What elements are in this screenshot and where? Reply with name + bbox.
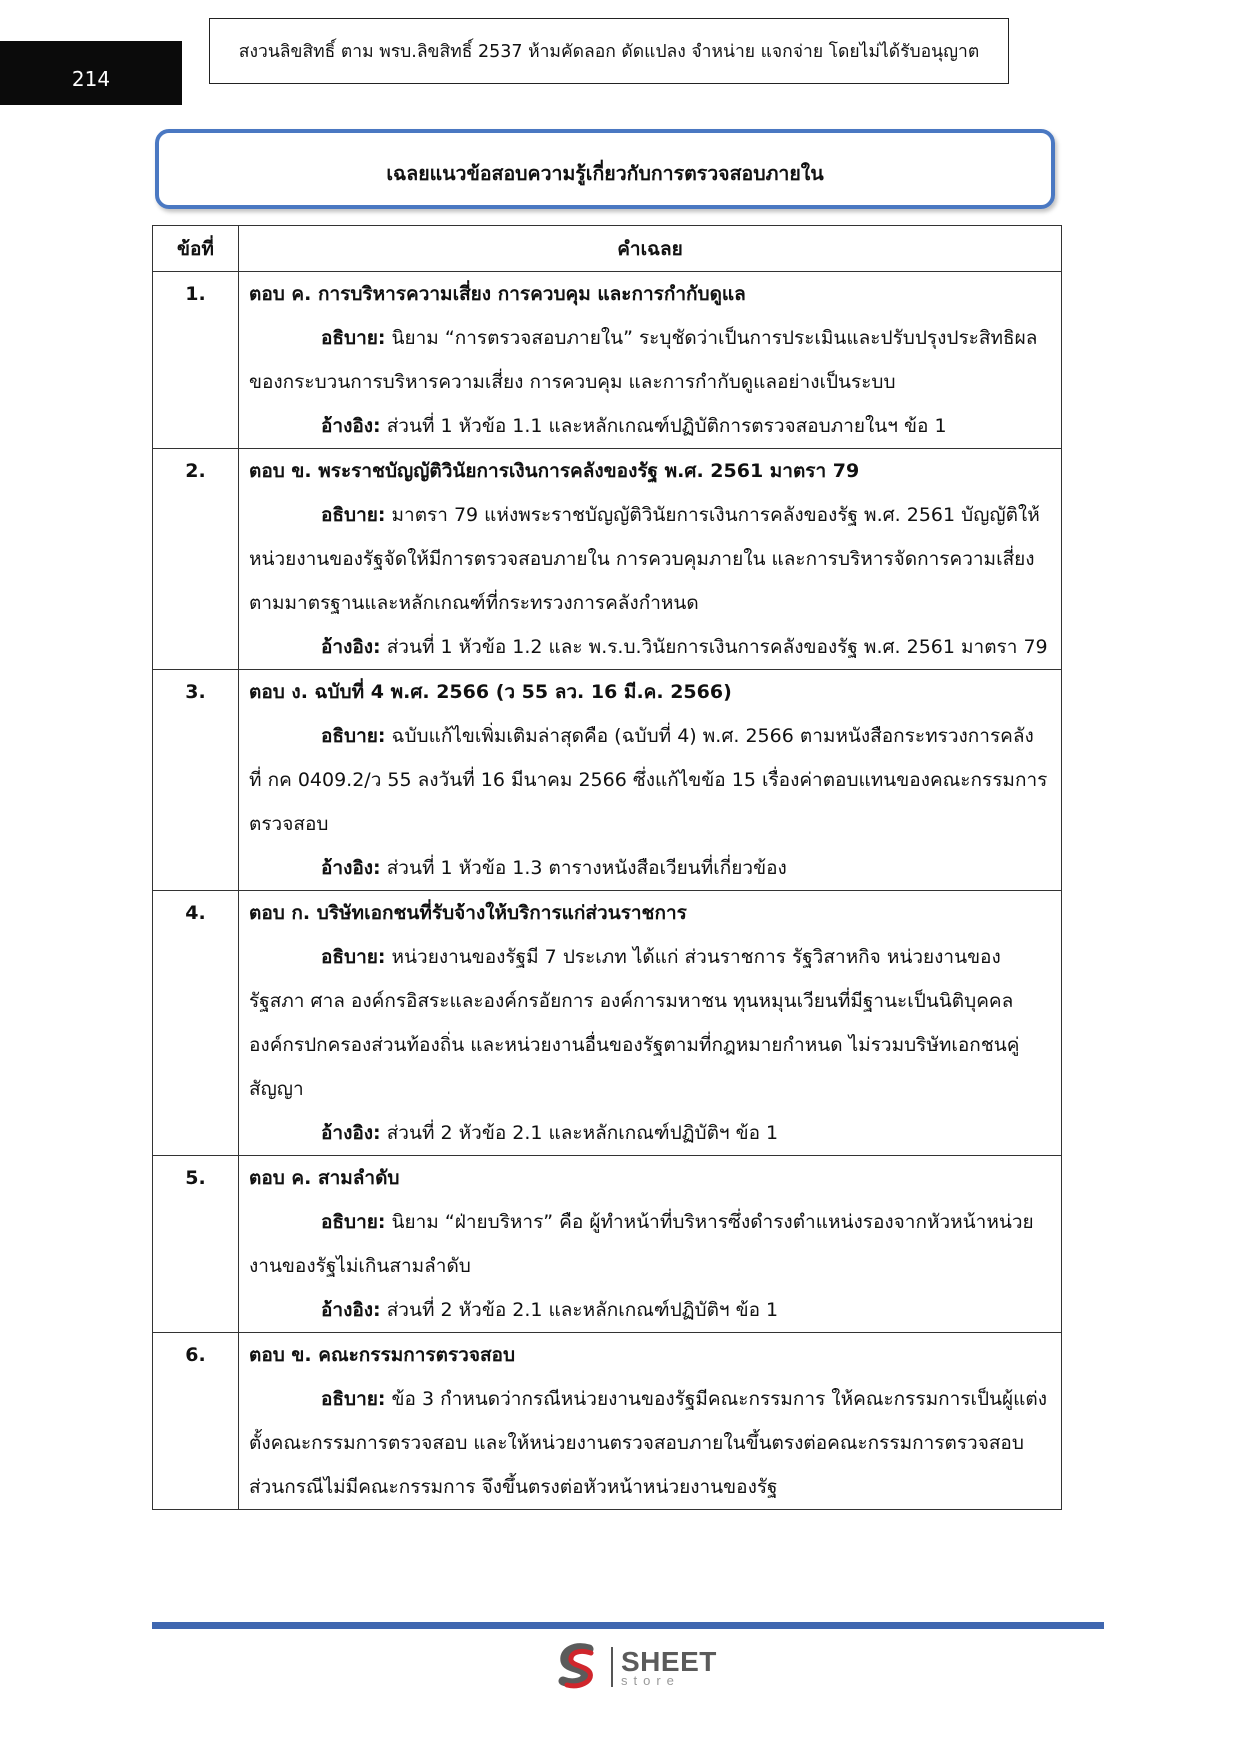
explanation — [249, 935, 1051, 1111]
explanation-text: นิยาม “การตรวจสอบภายใน” ระบุชัดว่าเป็นการประเมินและปรับปรุงประสิทธิผลของกระบวนการบริหารความเสี่ยง การควบคุม และการกำกับดูแลอย่างเป็นระบบ — [249, 327, 1038, 393]
reference — [249, 625, 1051, 669]
table-row — [153, 1333, 1062, 1510]
explanation-text: ข้อ 3 กำหนดว่ากรณีหน่วยงานของรัฐมีคณะกรรมการ ให้คณะกรรมการเป็นผู้แต่งตั้งคณะกรรมการตรวจสอบ และให้หน่วยงานตรวจสอบภายในขึ้นตรงต่อคณะกรรมการตรวจสอบ ส่วนกรณีไม่มีคณะกรรมการ จึงขึ้นตรงต่อหัวหน้าหน่วยงานของรัฐ — [249, 1388, 1048, 1498]
table-row — [153, 272, 1062, 449]
question-number: 5. — [153, 1156, 239, 1333]
explanation-text: หน่วยงานของรัฐมี 7 ประเภท ได้แก่ ส่วนราชการ รัฐวิสาหกิจ หน่วยงานของรัฐสภา ศาล องค์กรอิสระและองค์กรอัยการ องค์การมหาชน ทุนหมุนเวียนที่มีฐานะเป็นนิติบุคคล องค์กรปกครองส่วนท้องถิ่น และหน่วยงานอื่นของรัฐตามที่กฎหมายกำหนด ไม่รวมบริษัทเอกชนคู่สัญญา — [249, 946, 1020, 1100]
reference — [249, 1111, 1051, 1155]
explanation — [249, 1377, 1051, 1509]
answer-cell — [239, 449, 1062, 670]
table-header-row — [153, 226, 1062, 272]
explanation — [249, 493, 1051, 625]
table-row — [153, 891, 1062, 1156]
question-number: 1. — [153, 272, 239, 449]
explanation-label: อธิบาย: — [321, 327, 386, 349]
logo-wordmark: SHEET — [621, 1645, 717, 1677]
question-number: 6. — [153, 1333, 239, 1510]
column-header-number: ข้อที่ — [153, 226, 239, 272]
correct-answer: ตอบ ข. พระราชบัญญัติวินัยการเงินการคลังของรัฐ พ.ศ. 2561 มาตรา 79 — [249, 460, 860, 482]
reference-text: ส่วนที่ 1 หัวข้อ 1.3 ตารางหนังสือเวียนที่เกี่ยวข้อง — [380, 857, 787, 879]
correct-answer: ตอบ ง. ฉบับที่ 4 พ.ศ. 2566 (ว 55 ลว. 16 มี.ค. 2566) — [249, 681, 732, 703]
table-row — [153, 449, 1062, 670]
answer-cell — [239, 1333, 1062, 1510]
reference — [249, 404, 1051, 448]
brand-logo — [553, 1641, 717, 1693]
answer-cell — [239, 670, 1062, 891]
table-row — [153, 1156, 1062, 1333]
correct-answer: ตอบ ค. การบริหารความเสี่ยง การควบคุม และการกำกับดูแล — [249, 283, 746, 305]
page-title: เฉลยแนวข้อสอบความรู้เกี่ยวกับการตรวจสอบภายใน — [155, 129, 1055, 209]
explanation-label: อธิบาย: — [321, 504, 386, 526]
answer-table — [152, 225, 1062, 1510]
explanation-text: ฉบับแก้ไขเพิ่มเติมล่าสุดคือ (ฉบับที่ 4) พ.ศ. 2566 ตามหนังสือกระทรวงการคลัง ที่ กค 0409.2/ว 55 ลงวันที่ 16 มีนาคม 2566 ซึ่งแก้ไขข้อ 15 เรื่องค่าตอบแทนของคณะกรรมการตรวจสอบ — [249, 725, 1048, 835]
footer-rule — [152, 1622, 1104, 1629]
table-row — [153, 670, 1062, 891]
explanation — [249, 1200, 1051, 1288]
reference-label: อ้างอิง: — [321, 415, 381, 437]
sheet-store-logo-icon — [553, 1641, 605, 1693]
explanation-text: นิยาม “ฝ่ายบริหาร” คือ ผู้ทำหน้าที่บริหารซึ่งดำรงตำแหน่งรองจากหัวหน้าหน่วยงานของรัฐไม่เกินสามลำดับ — [249, 1211, 1034, 1277]
page-number: 214 — [0, 41, 182, 105]
reference-label: อ้างอิง: — [321, 1299, 381, 1321]
reference-text: ส่วนที่ 1 หัวข้อ 1.2 และ พ.ร.บ.วินัยการเงินการคลังของรัฐ พ.ศ. 2561 มาตรา 79 — [380, 636, 1048, 658]
reference-label: อ้างอิง: — [321, 636, 381, 658]
copyright-notice: สงวนลิขสิทธิ์ ตาม พรบ.ลิขสิทธิ์ 2537 ห้ามคัดลอก ดัดแปลง จำหน่าย แจกจ่าย โดยไม่ได้รับอนุญาต — [209, 18, 1009, 84]
reference-text: ส่วนที่ 1 หัวข้อ 1.1 และหลักเกณฑ์ปฏิบัติการตรวจสอบภายในฯ ข้อ 1 — [380, 415, 947, 437]
explanation — [249, 316, 1051, 404]
reference-text: ส่วนที่ 2 หัวข้อ 2.1 และหลักเกณฑ์ปฏิบัติฯ ข้อ 1 — [380, 1122, 779, 1144]
reference — [249, 846, 1051, 890]
reference-text: ส่วนที่ 2 หัวข้อ 2.1 และหลักเกณฑ์ปฏิบัติฯ ข้อ 1 — [380, 1299, 779, 1321]
reference-label: อ้างอิง: — [321, 857, 381, 879]
logo-subtext: store — [621, 1672, 680, 1688]
explanation-label: อธิบาย: — [321, 1388, 386, 1410]
answer-cell — [239, 1156, 1062, 1333]
question-number: 3. — [153, 670, 239, 891]
explanation — [249, 714, 1051, 846]
column-header-answer: คำเฉลย — [239, 226, 1062, 272]
answer-cell — [239, 272, 1062, 449]
reference — [249, 1288, 1051, 1332]
explanation-label: อธิบาย: — [321, 1211, 386, 1233]
question-number: 2. — [153, 449, 239, 670]
correct-answer: ตอบ ค. สามลำดับ — [249, 1167, 400, 1189]
explanation-label: อธิบาย: — [321, 946, 386, 968]
logo-separator — [611, 1647, 613, 1687]
explanation-text: มาตรา 79 แห่งพระราชบัญญัติวินัยการเงินการคลังของรัฐ พ.ศ. 2561 บัญญัติให้หน่วยงานของรัฐจัดให้มีการตรวจสอบภายใน การควบคุมภายใน และการบริหารจัดการความเสี่ยง ตามมาตรฐานและหลักเกณฑ์ที่กระทรวงการคลังกำหนด — [249, 504, 1040, 614]
reference-label: อ้างอิง: — [321, 1122, 381, 1144]
explanation-label: อธิบาย: — [321, 725, 386, 747]
answer-cell — [239, 891, 1062, 1156]
correct-answer: ตอบ ข. คณะกรรมการตรวจสอบ — [249, 1344, 516, 1366]
correct-answer: ตอบ ก. บริษัทเอกชนที่รับจ้างให้บริการแก่ส่วนราชการ — [249, 902, 687, 924]
question-number: 4. — [153, 891, 239, 1156]
